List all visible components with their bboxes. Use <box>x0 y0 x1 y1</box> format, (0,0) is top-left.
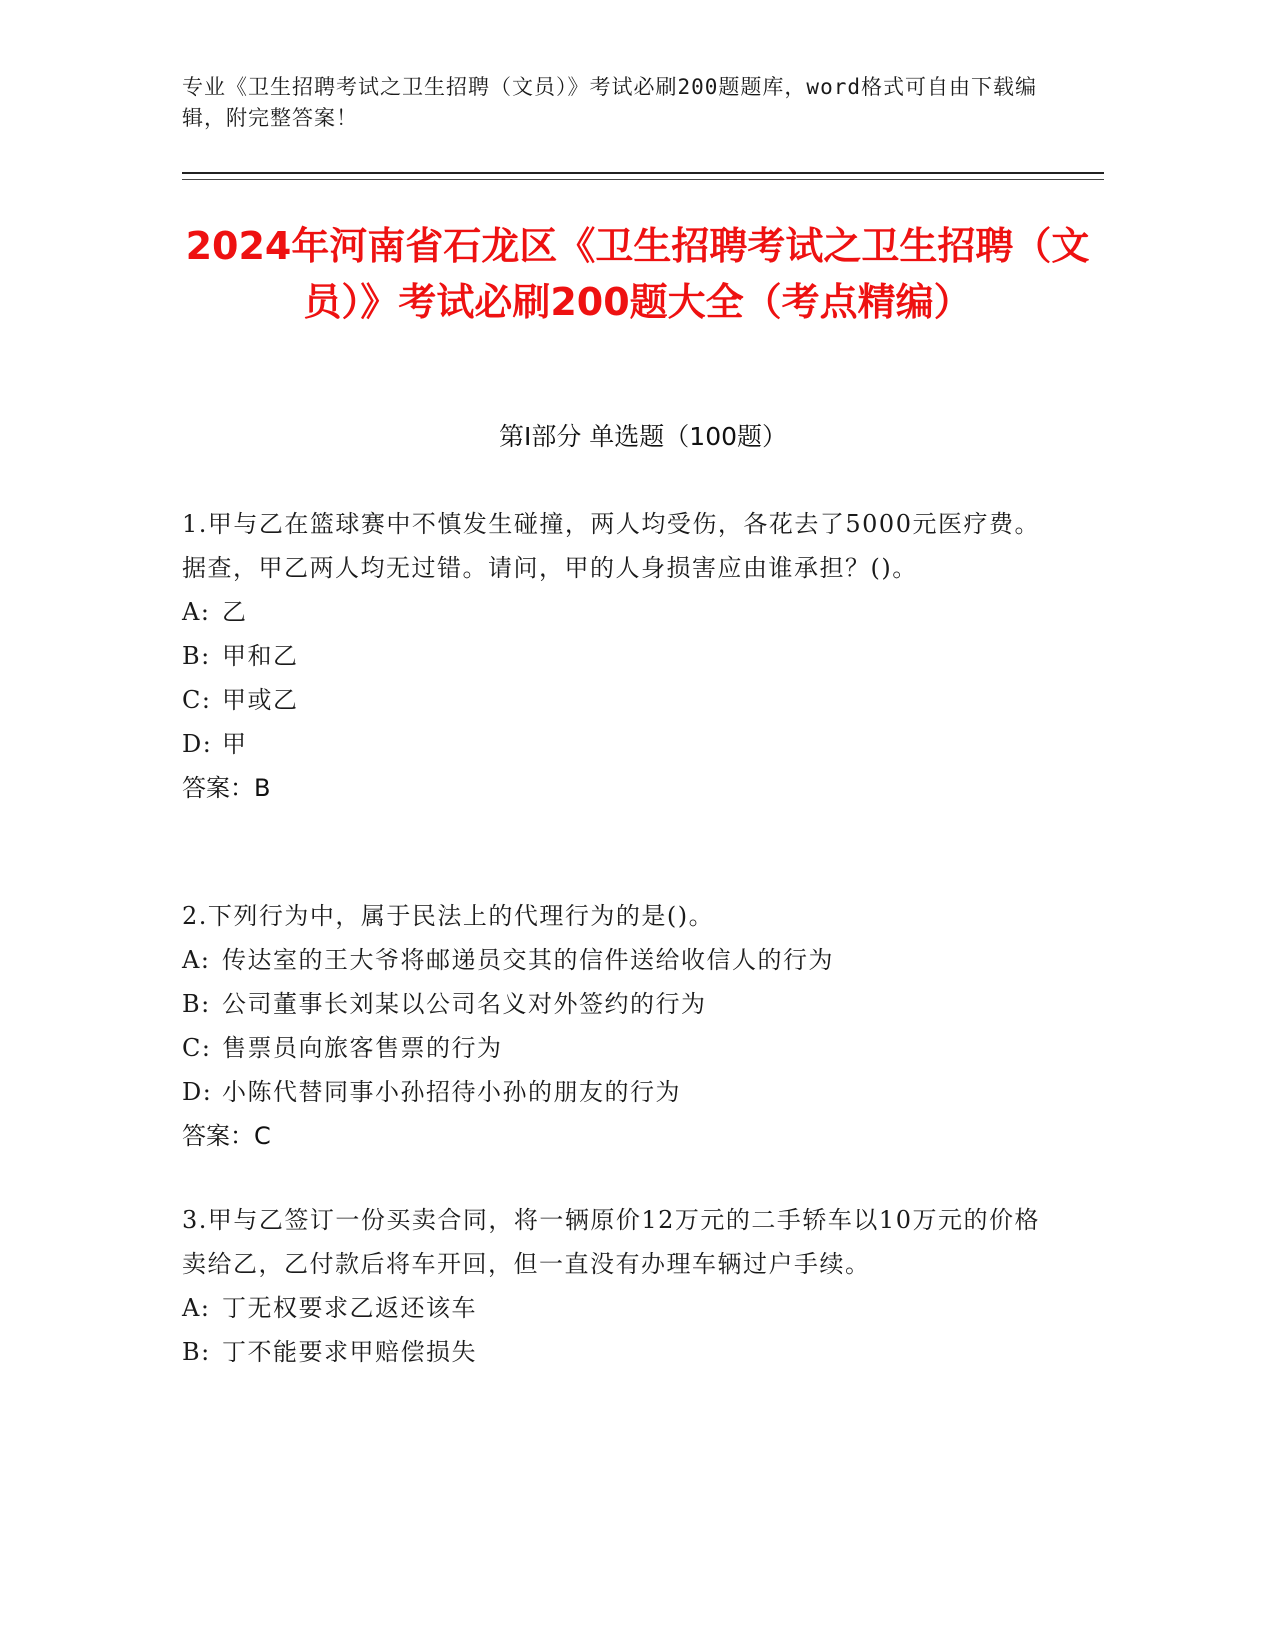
option-c <box>182 1026 1042 1070</box>
option-a <box>182 590 1042 634</box>
answer: 答案：C <box>182 1122 271 1150</box>
question-1 <box>182 502 1042 810</box>
option-b <box>182 982 1042 1026</box>
option-key: C: <box>182 686 212 714</box>
option-text: 甲和乙 <box>222 642 299 670</box>
option-d <box>182 1070 1042 1114</box>
option-text: 小陈代替同事小孙招待小孙的朋友的行为 <box>222 1078 681 1106</box>
option-key: A: <box>182 946 211 974</box>
option-b <box>182 634 1042 678</box>
question-stem: 2.下列行为中，属于民法上的代理行为的是()。 <box>182 902 715 930</box>
option-key: D: <box>182 730 213 758</box>
option-text: 甲 <box>222 730 248 758</box>
header-divider-thin <box>182 179 1104 180</box>
option-text: 甲或乙 <box>222 686 299 714</box>
option-key: A: <box>182 598 211 626</box>
question-stem: 1.甲与乙在篮球赛中不慎发生碰撞，两人均受伤，各花去了5000元医疗费。据查，甲乙两人均无过错。请问，甲的人身损害应由谁承担？()。 <box>182 510 1040 582</box>
option-a <box>182 938 1042 982</box>
option-text: 售票员向旅客售票的行为 <box>222 1034 503 1062</box>
option-text: 丁无权要求乙返还该车 <box>222 1294 477 1322</box>
header-note: 专业《卫生招聘考试之卫生招聘（文员）》考试必刷200题题库，word格式可自由下载编辑，附完整答案！ <box>182 75 1037 130</box>
question-3 <box>182 1198 1042 1374</box>
option-text: 丁不能要求甲赔偿损失 <box>222 1338 477 1366</box>
option-d <box>182 722 1042 766</box>
option-key: D: <box>182 1078 213 1106</box>
question-2 <box>182 894 1042 1158</box>
option-text: 公司董事长刘某以公司名义对外签约的行为 <box>222 990 707 1018</box>
header-divider-thick <box>182 172 1104 174</box>
option-text: 乙 <box>222 598 248 626</box>
document-title: 2024年河南省石龙区《卫生招聘考试之卫生招聘（文员）》考试必刷200题大全（考点精编） <box>185 224 1090 324</box>
option-key: B: <box>182 990 211 1018</box>
option-key: B: <box>182 642 211 670</box>
answer: 答案：B <box>182 774 271 802</box>
option-key: B: <box>182 1338 211 1366</box>
option-a <box>182 1286 1042 1330</box>
option-c <box>182 678 1042 722</box>
section-title: 第Ⅰ部分 单选题（100题） <box>498 422 788 451</box>
question-stem: 3.甲与乙签订一份买卖合同，将一辆原价12万元的二手轿车以10万元的价格卖给乙，乙付款后将车开回，但一直没有办理车辆过户手续。 <box>182 1206 1040 1278</box>
option-key: C: <box>182 1034 212 1062</box>
option-text: 传达室的王大爷将邮递员交其的信件送给收信人的行为 <box>222 946 834 974</box>
option-b <box>182 1330 1042 1374</box>
option-key: A: <box>182 1294 211 1322</box>
